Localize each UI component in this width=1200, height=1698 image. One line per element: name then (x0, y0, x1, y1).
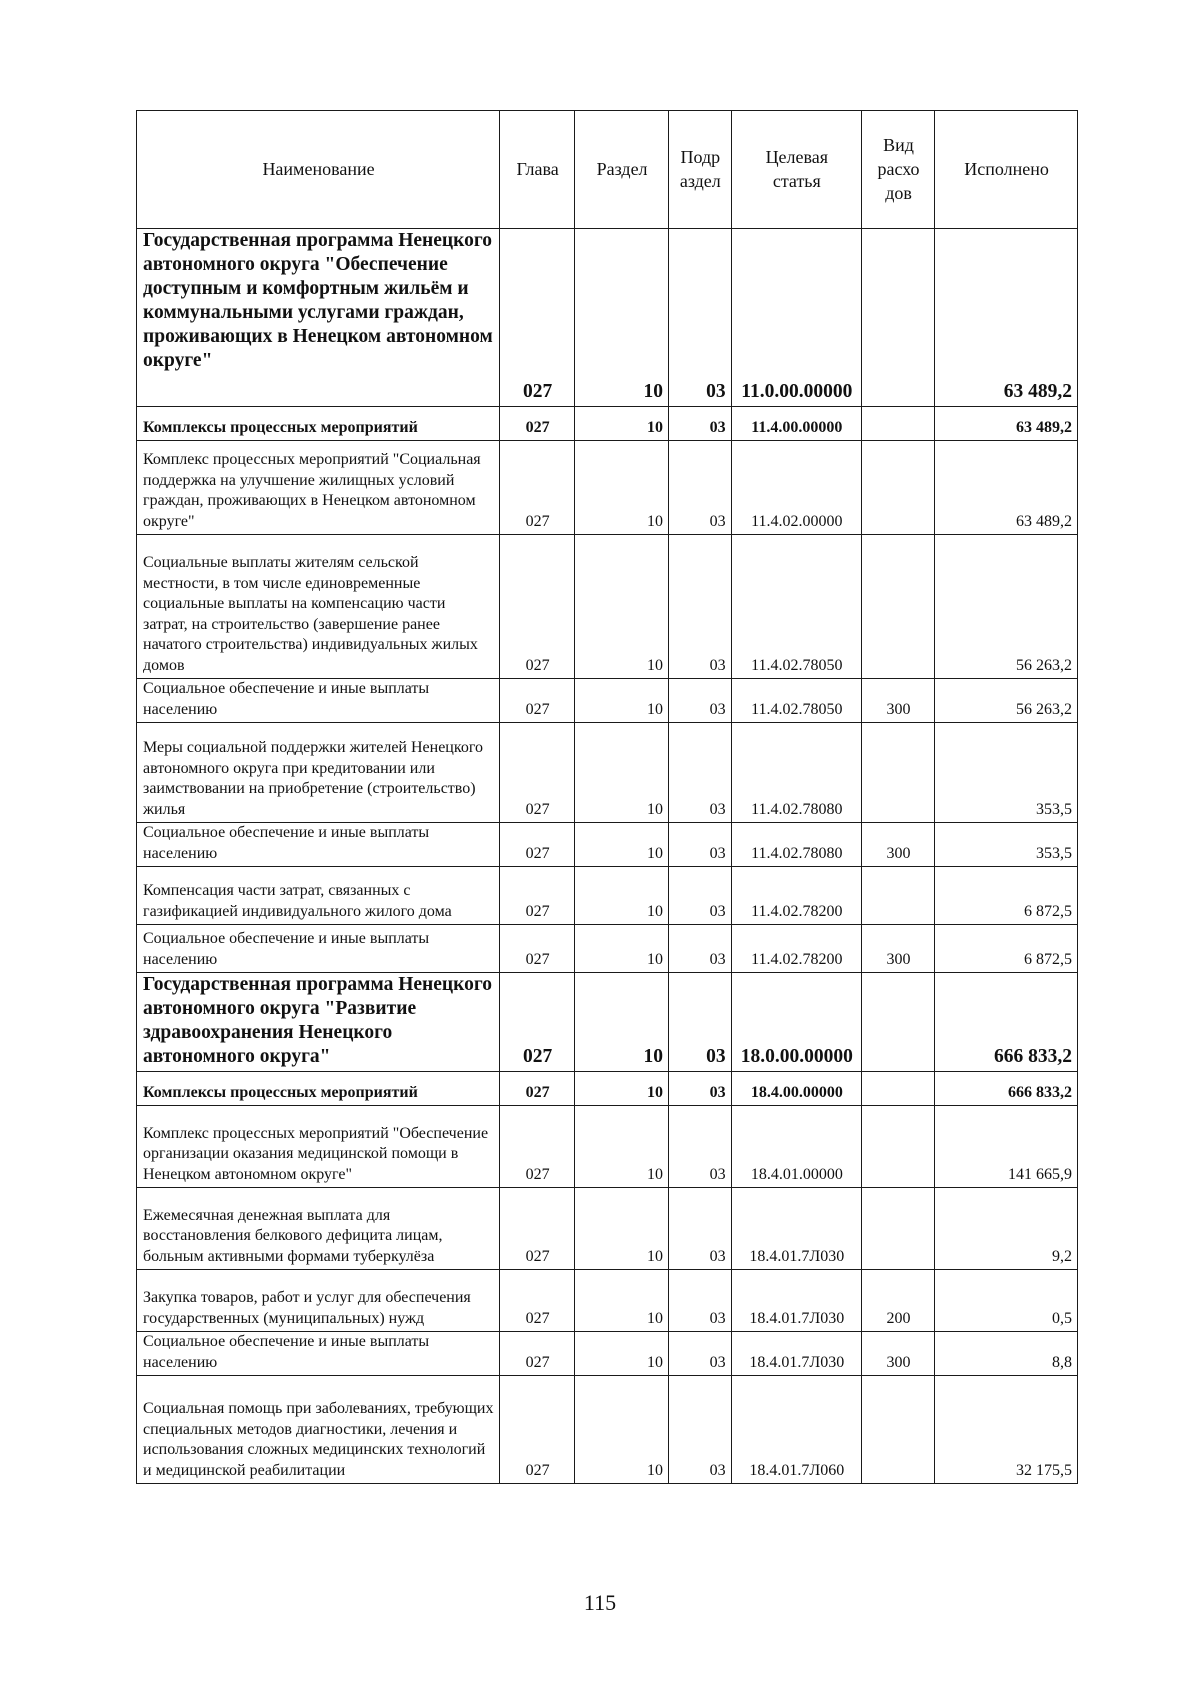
table-row (137, 441, 1078, 535)
header-podrazdel: Подр аздел (669, 111, 732, 229)
table-row (137, 723, 1078, 823)
row-podrazdel: 03 (669, 925, 732, 973)
table-row (137, 1106, 1078, 1188)
row-vid (862, 973, 935, 1072)
row-razdel: 10 (575, 679, 669, 723)
row-vid (862, 867, 935, 925)
row-vid: 300 (862, 925, 935, 973)
row-glava: 027 (500, 1332, 575, 1376)
header-statya: Целевая статья (731, 111, 861, 229)
row-name: Комплекс процессных мероприятий "Обеспечение организации оказания медицинской помощи в Ненецком автономном округе" (137, 1106, 500, 1188)
row-glava: 027 (500, 441, 575, 535)
row-statya: 18.4.01.7Л030 (731, 1188, 861, 1270)
row-glava: 027 (500, 723, 575, 823)
row-name: Компенсация части затрат, связанных с газификацией индивидуального жилого дома (137, 867, 500, 925)
row-amount: 63 489,2 (935, 407, 1078, 441)
row-amount: 666 833,2 (935, 1072, 1078, 1106)
row-statya: 11.0.00.00000 (731, 229, 861, 407)
row-vid (862, 1188, 935, 1270)
row-glava: 027 (500, 973, 575, 1072)
row-glava: 027 (500, 1106, 575, 1188)
row-razdel: 10 (575, 925, 669, 973)
row-vid (862, 1376, 935, 1484)
row-glava: 027 (500, 1072, 575, 1106)
row-amount: 0,5 (935, 1270, 1078, 1332)
row-amount: 56 263,2 (935, 679, 1078, 723)
row-vid (862, 723, 935, 823)
row-statya: 11.4.02.78200 (731, 925, 861, 973)
row-razdel: 10 (575, 407, 669, 441)
row-statya: 11.4.00.00000 (731, 407, 861, 441)
row-statya: 18.0.00.00000 (731, 973, 861, 1072)
table-row (137, 867, 1078, 925)
table-row (137, 823, 1078, 867)
table-row (137, 1270, 1078, 1332)
row-razdel: 10 (575, 535, 669, 679)
row-podrazdel: 03 (669, 1072, 732, 1106)
table-row (137, 679, 1078, 723)
row-razdel: 10 (575, 1106, 669, 1188)
row-podrazdel: 03 (669, 1376, 732, 1484)
row-razdel: 10 (575, 1072, 669, 1106)
row-podrazdel: 03 (669, 823, 732, 867)
row-razdel: 10 (575, 1376, 669, 1484)
row-name: Социальное обеспечение и иные выплаты населению (137, 679, 500, 723)
row-name: Государственная программа Ненецкого автономного округа "Обеспечение доступным и комфортным жильём и коммунальными услугами граждан, проживающих в Ненецком автономном округе" (137, 229, 500, 407)
row-amount: 353,5 (935, 823, 1078, 867)
row-podrazdel: 03 (669, 679, 732, 723)
header-razdel: Раздел (575, 111, 669, 229)
table-row (137, 973, 1078, 1072)
row-podrazdel: 03 (669, 973, 732, 1072)
row-name: Социальное обеспечение и иные выплаты населению (137, 925, 500, 973)
row-vid: 300 (862, 1332, 935, 1376)
row-name: Комплекс процессных мероприятий "Социальная поддержка на улучшение жилищных условий граждан, проживающих в Ненецком автономном округе" (137, 441, 500, 535)
row-vid (862, 1072, 935, 1106)
row-razdel: 10 (575, 823, 669, 867)
row-glava: 027 (500, 679, 575, 723)
table-row (137, 925, 1078, 973)
row-razdel: 10 (575, 973, 669, 1072)
row-amount: 63 489,2 (935, 441, 1078, 535)
row-podrazdel: 03 (669, 407, 732, 441)
row-amount: 32 175,5 (935, 1376, 1078, 1484)
row-amount: 353,5 (935, 723, 1078, 823)
row-statya: 18.4.00.00000 (731, 1072, 861, 1106)
row-glava: 027 (500, 1270, 575, 1332)
table-row (137, 407, 1078, 441)
row-name: Социальные выплаты жителям сельской местности, в том числе единовременные социальные выплаты на компенсацию части затрат, на строительство (завершение ранее начатого строительства) индивидуальных жилых домов (137, 535, 500, 679)
table-row (137, 1376, 1078, 1484)
row-razdel: 10 (575, 1332, 669, 1376)
row-name: Социальное обеспечение и иные выплаты населению (137, 1332, 500, 1376)
row-podrazdel: 03 (669, 229, 732, 407)
row-vid: 200 (862, 1270, 935, 1332)
row-podrazdel: 03 (669, 1270, 732, 1332)
row-name: Социальная помощь при заболеваниях, требующих специальных методов диагностики, лечения и использования сложных медицинских технологий и медицинской реабилитации (137, 1376, 500, 1484)
row-vid (862, 441, 935, 535)
row-glava: 027 (500, 407, 575, 441)
row-amount: 8,8 (935, 1332, 1078, 1376)
table-row (137, 1332, 1078, 1376)
row-amount: 141 665,9 (935, 1106, 1078, 1188)
row-glava: 027 (500, 229, 575, 407)
row-statya: 18.4.01.7Л060 (731, 1376, 861, 1484)
page-number: 115 (583, 1590, 617, 1615)
header-glava: Глава (500, 111, 575, 229)
row-vid: 300 (862, 679, 935, 723)
row-podrazdel: 03 (669, 723, 732, 823)
table-body (137, 229, 1078, 1484)
row-podrazdel: 03 (669, 1332, 732, 1376)
row-amount: 63 489,2 (935, 229, 1078, 407)
row-amount: 6 872,5 (935, 925, 1078, 973)
table-header-row (137, 111, 1078, 229)
row-name: Комплексы процессных мероприятий (137, 407, 500, 441)
row-vid (862, 1106, 935, 1188)
row-glava: 027 (500, 1376, 575, 1484)
row-statya: 18.4.01.7Л030 (731, 1332, 861, 1376)
row-podrazdel: 03 (669, 1188, 732, 1270)
row-glava: 027 (500, 1188, 575, 1270)
row-statya: 18.4.01.00000 (731, 1106, 861, 1188)
row-amount: 666 833,2 (935, 973, 1078, 1072)
row-statya: 11.4.02.78050 (731, 535, 861, 679)
row-podrazdel: 03 (669, 441, 732, 535)
row-razdel: 10 (575, 229, 669, 407)
row-name: Социальное обеспечение и иные выплаты населению (137, 823, 500, 867)
row-vid (862, 407, 935, 441)
row-vid (862, 229, 935, 407)
row-amount: 6 872,5 (935, 867, 1078, 925)
row-glava: 027 (500, 867, 575, 925)
row-razdel: 10 (575, 1188, 669, 1270)
row-statya: 11.4.02.78050 (731, 679, 861, 723)
header-amount: Исполнено (935, 111, 1078, 229)
budget-execution-table (136, 110, 1078, 1484)
row-podrazdel: 03 (669, 867, 732, 925)
row-statya: 11.4.02.00000 (731, 441, 861, 535)
row-statya: 11.4.02.78200 (731, 867, 861, 925)
header-vid: Вид расхо дов (862, 111, 935, 229)
row-statya: 18.4.01.7Л030 (731, 1270, 861, 1332)
row-razdel: 10 (575, 867, 669, 925)
row-name: Государственная программа Ненецкого автономного округа "Развитие здравоохранения Ненецкого автономного округа" (137, 973, 500, 1072)
row-name: Комплексы процессных мероприятий (137, 1072, 500, 1106)
table-row (137, 535, 1078, 679)
table-row (137, 1072, 1078, 1106)
row-statya: 11.4.02.78080 (731, 823, 861, 867)
row-podrazdel: 03 (669, 535, 732, 679)
row-amount: 9,2 (935, 1188, 1078, 1270)
table-row (137, 229, 1078, 407)
row-glava: 027 (500, 823, 575, 867)
table-row (137, 1188, 1078, 1270)
row-amount: 56 263,2 (935, 535, 1078, 679)
row-podrazdel: 03 (669, 1106, 732, 1188)
row-name: Ежемесячная денежная выплата для восстановления белкового дефицита лицам, больным активными формами туберкулёза (137, 1188, 500, 1270)
row-vid (862, 535, 935, 679)
header-name: Наименование (137, 111, 500, 229)
row-razdel: 10 (575, 441, 669, 535)
row-vid: 300 (862, 823, 935, 867)
row-name: Меры социальной поддержки жителей Ненецкого автономного округа при кредитовании или заимствовании на приобретение (строительство) жилья (137, 723, 500, 823)
row-name: Закупка товаров, работ и услуг для обеспечения государственных (муниципальных) нужд (137, 1270, 500, 1332)
row-glava: 027 (500, 535, 575, 679)
row-razdel: 10 (575, 1270, 669, 1332)
row-statya: 11.4.02.78080 (731, 723, 861, 823)
row-razdel: 10 (575, 723, 669, 823)
row-glava: 027 (500, 925, 575, 973)
